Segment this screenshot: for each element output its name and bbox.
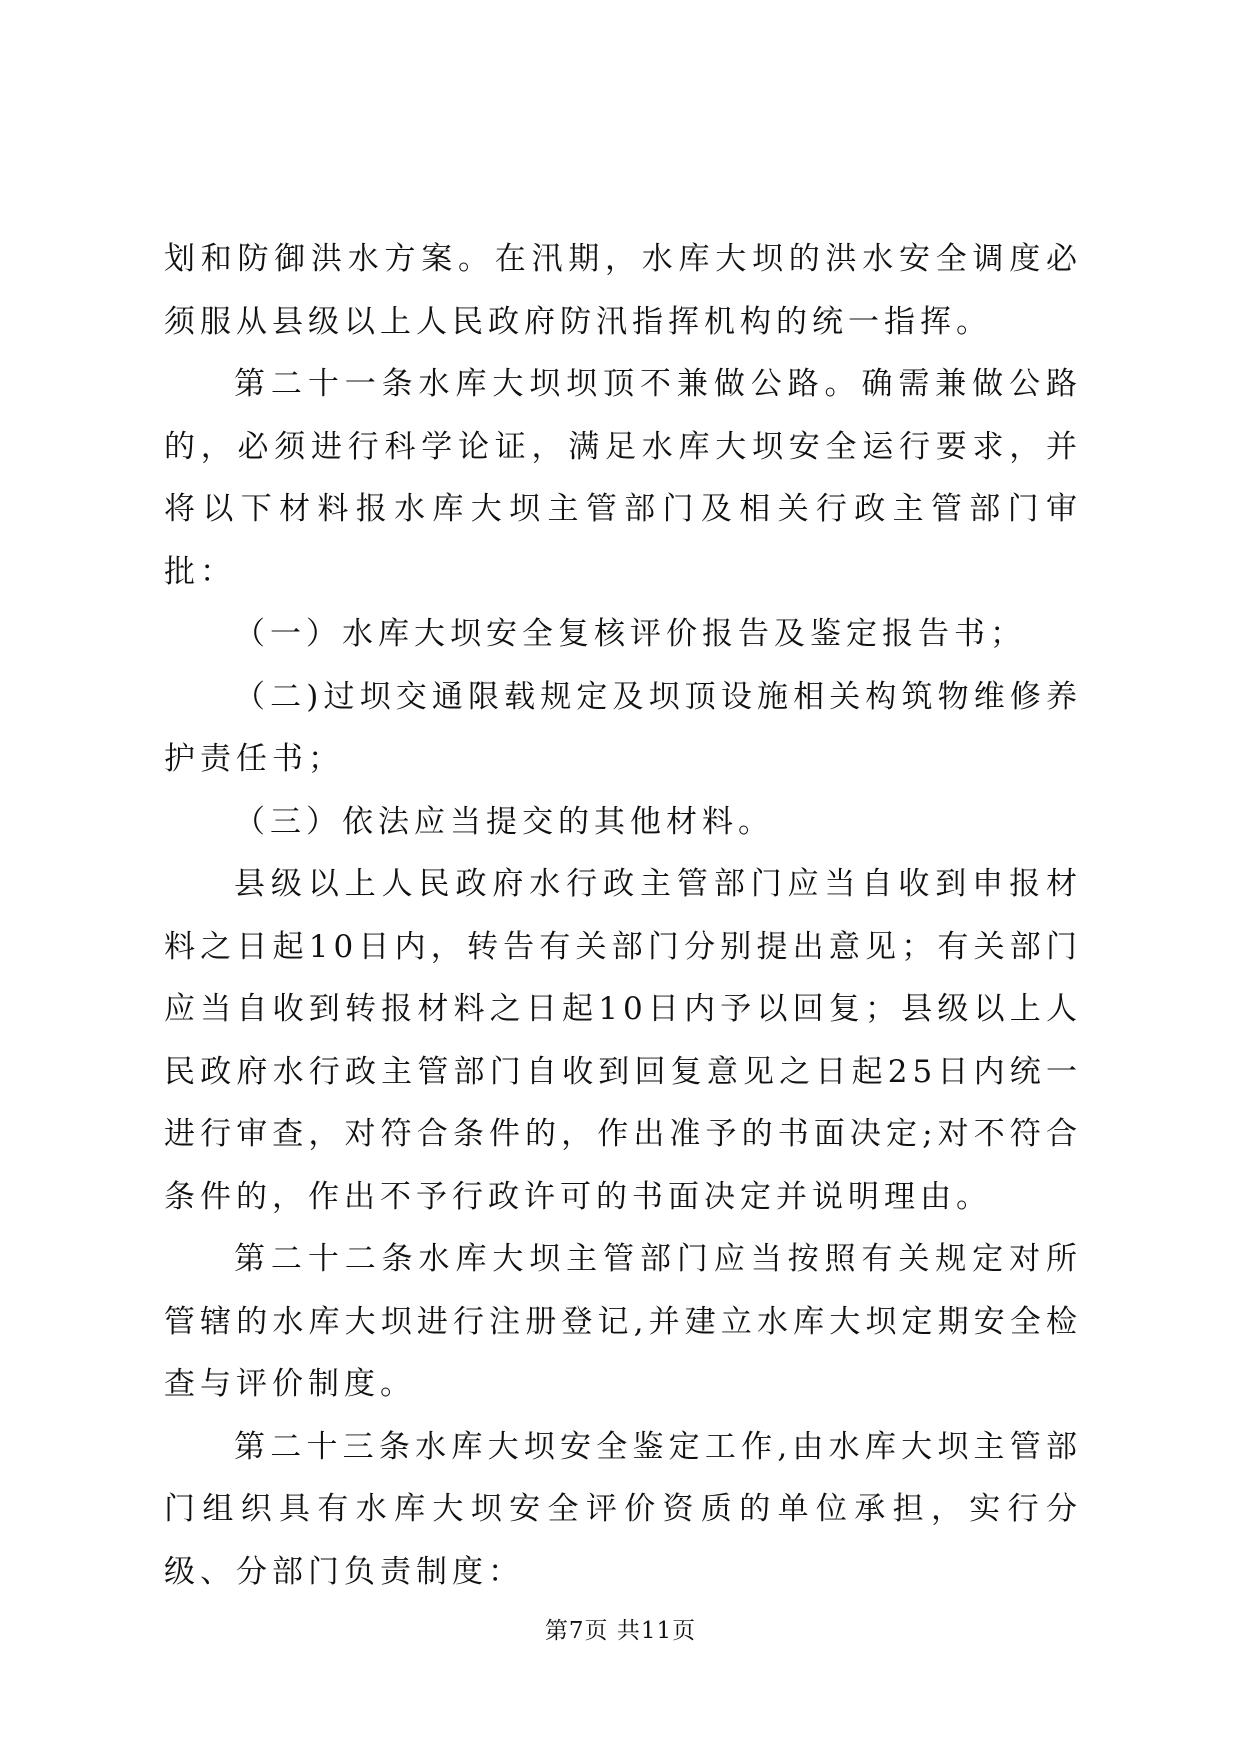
paragraph-article-21: 第二十一条水库大坝坝顶不兼做公路。确需兼做公路的，必须进行科学论证，满足水库大坝安全运行要求，并将以下材料报水库大坝主管部门及相关行政主管部门审批： bbox=[164, 366, 1082, 590]
document-body bbox=[164, 228, 1082, 1603]
paragraph-article-22: 第二十二条水库大坝主管部门应当按照有关规定对所管辖的水库大坝进行注册登记,并建立水库大坝定期安全检查与评价制度。 bbox=[164, 1241, 1082, 1402]
paragraph-article-23: 第二十三条水库大坝安全鉴定工作,由水库大坝主管部门组织具有水库大坝安全评价资质的单位承担，实行分级、分部门负责制度： bbox=[164, 1428, 1082, 1590]
paragraph-item-3: （三）依法应当提交的其他材料。 bbox=[234, 803, 774, 840]
paragraph-review-procedure: 县级以上人民政府水行政主管部门应当自收到申报材料之日起10日内，转告有关部门分别提出意见；有关部门应当自收到转报材料之日起10日内予以回复；县级以上人民政府水行政主管部门自收到回复意见之日起25日内统一进行审查，对符合条件的，作出准予的书面决定;对不符合条件的，作出不予行政许可的书面决定并说明理由。 bbox=[164, 866, 1082, 1215]
paragraph-item-2: （二)过坝交通限载规定及坝顶设施相关构筑物维修养护责任书； bbox=[164, 678, 1082, 777]
paragraph-flood-dispatch: 划和防御洪水方案。在汛期，水库大坝的洪水安全调度必须服从县级以上人民政府防汛指挥机构的统一指挥。 bbox=[164, 241, 1082, 340]
paragraph-item-1: （一）水库大坝安全复核评价报告及鉴定报告书； bbox=[234, 616, 1026, 652]
page-number: 第7页 共11页 bbox=[544, 1618, 697, 1644]
